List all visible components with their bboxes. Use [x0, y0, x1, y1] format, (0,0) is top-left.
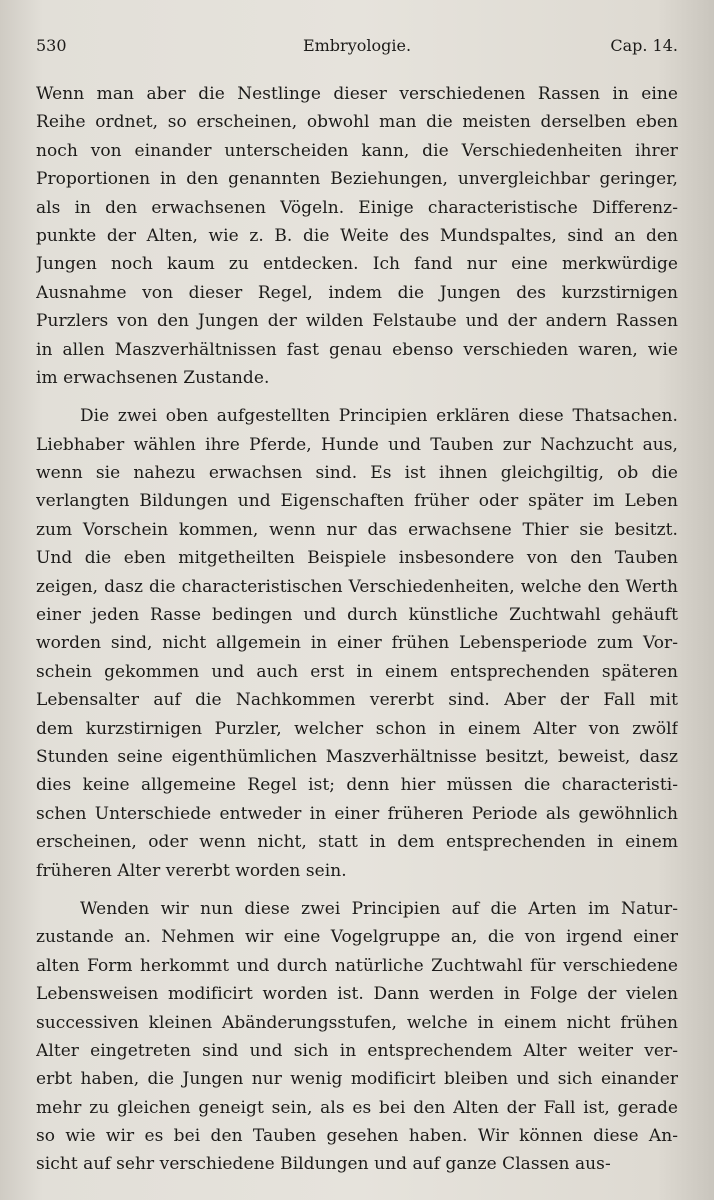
paragraph: [36, 80, 678, 392]
text-line: mehr zu gleichen geneigt sein, als es bei den Alten der Fall ist, gerade: [36, 1097, 678, 1118]
text-line: Ausnahme von dieser Regel, indem die Jungen des kurzstirnigen: [36, 282, 678, 303]
text-line: früheren Alter vererbt worden sein.: [36, 860, 347, 881]
body-text: [36, 80, 678, 1179]
text-line: wenn sie nahezu erwachsen sind. Es ist ihnen gleichgiltig, ob die: [36, 463, 678, 484]
text-line: Reihe ordnet, so erscheinen, obwohl man die meisten derselben eben: [36, 112, 678, 133]
text-line: Wenden wir nun diese zwei Principien auf die Arten im Natur-: [80, 898, 678, 919]
text-line: alten Form herkommt und durch natürliche Zuchtwahl für verschiedene: [36, 955, 678, 976]
text-line: in allen Maszverhältnissen fast genau ebenso verschieden waren, wie: [36, 339, 678, 360]
paragraph-gap: [36, 392, 678, 402]
text-line: im erwachsenen Zustande.: [36, 367, 270, 388]
text-line: als in den erwachsenen Vögeln. Einige characteristische Differenz-: [36, 197, 678, 218]
text-line: Liebhaber wählen ihre Pferde, Hunde und Tauben zur Nachzucht aus,: [36, 434, 678, 455]
text-line: schen Unterschiede entweder in einer früheren Periode als gewöhnlich: [36, 803, 678, 824]
text-line: Und die eben mitgetheilten Beispiele insbesondere von den Tauben: [36, 548, 678, 569]
text-line: einer jeden Rasse bedingen und durch künstliche Zuchtwahl gehäuft: [36, 605, 678, 626]
paragraph: [36, 895, 678, 1179]
text-line: Lebensweisen modificirt worden ist. Dann werden in Folge der vielen: [36, 984, 678, 1005]
running-header: [36, 36, 678, 60]
text-line: zum Vorschein kommen, wenn nur das erwachsene Thier sie besitzt.: [36, 519, 678, 540]
text-line: successiven kleinen Abänderungsstufen, welche in einem nicht frühen: [36, 1012, 678, 1033]
text-line: noch von einander unterscheiden kann, die Verschiedenheiten ihrer: [36, 140, 678, 161]
text-line: Purzlers von den Jungen der wilden Felstaube und der andern Rassen: [36, 311, 678, 332]
text-line: zeigen, dasz die characteristischen Verschiedenheiten, welche den Werth: [36, 576, 678, 597]
running-title: Embryologie.: [302, 36, 412, 55]
paragraph-gap: [36, 885, 678, 895]
text-line: Jungen noch kaum zu entdecken. Ich fand nur eine merkwürdige: [36, 254, 678, 275]
text-line: worden sind, nicht allgemein in einer frühen Lebensperiode zum Vor-: [36, 633, 678, 654]
text-line: Wenn man aber die Nestlinge dieser verschiedenen Rassen in eine: [36, 84, 678, 104]
text-line: schein gekommen und auch erst in einem entsprechenden späteren: [36, 661, 678, 682]
text-line: dies keine allgemeine Regel ist; denn hier müssen die characteristi-: [36, 775, 678, 796]
paragraph: [36, 402, 678, 885]
text-line: sicht auf sehr verschiedene Bildungen und auf ganze Classen aus-: [36, 1154, 611, 1175]
text-line: erscheinen, oder wenn nicht, statt in dem entsprechenden in einem: [36, 832, 678, 853]
text-line: punkte der Alten, wie z. B. die Weite des Mundspaltes, sind an den: [36, 225, 678, 246]
text-line: so wie wir es bei den Tauben gesehen haben. Wir können diese An-: [36, 1126, 678, 1147]
page-number: 530: [36, 36, 67, 55]
text-line: erbt haben, die Jungen nur wenig modificirt bleiben und sich einander: [36, 1069, 678, 1090]
text-line: zustande an. Nehmen wir eine Vogelgruppe an, die von irgend einer: [36, 927, 678, 948]
text-line: Proportionen in den genannten Beziehungen, unvergleichbar geringer,: [36, 169, 678, 190]
text-line: Stunden seine eigenthümlichen Maszverhältnisse besitzt, beweist, dasz: [36, 746, 678, 767]
text-line: Die zwei oben aufgestellten Principien erklären diese Thatsachen.: [80, 406, 678, 427]
text-line: verlangten Bildungen und Eigenschaften früher oder später im Leben: [36, 491, 678, 512]
text-line: Alter eingetreten sind und sich in entsprechendem Alter weiter ver-: [36, 1040, 678, 1061]
chapter-label: Cap. 14.: [610, 36, 678, 55]
text-line: Lebensalter auf die Nachkommen vererbt sind. Aber der Fall mit: [36, 690, 678, 711]
text-line: dem kurzstirnigen Purzler, welcher schon in einem Alter von zwölf: [36, 718, 678, 739]
